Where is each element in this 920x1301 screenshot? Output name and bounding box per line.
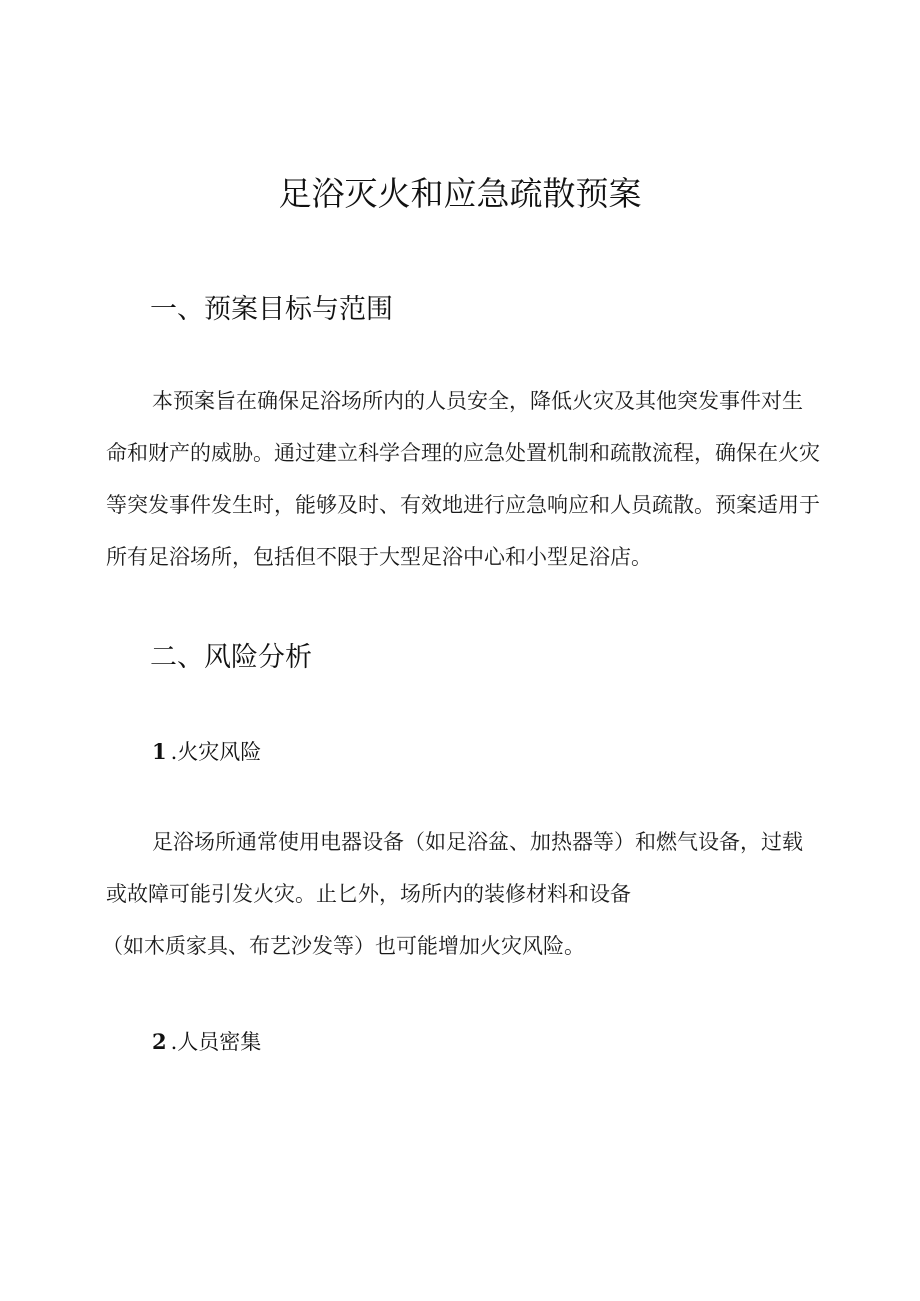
paragraph-line: 足浴场所通常使用电器设备（如足浴盆、加热器等）和燃气设备，过载 (152, 830, 803, 854)
paragraph-line: （如木质家具、布艺沙发等）也可能增加火灾风险。 (102, 934, 585, 958)
document-title: 足浴灭火和应急疏散预案 (278, 174, 642, 213)
section-1-paragraph: 本预案旨在确保足浴场所内的人员安全，降低火灾及其他突发事件对生命和财产的威胁。通过建立科学合理的应急处置机制和疏散流程，确保在火灾等突发事件发生时，能够及时、有效地进行应急响应和人员疏散。预案适用于所有足浴场所，包括但不限于大型足浴中心和小型足浴店。 (106, 389, 820, 569)
subsection-1-number: 1 (152, 739, 167, 764)
subsection-1-heading (152, 736, 261, 766)
subsection-2-number: 2 (152, 1029, 167, 1054)
subsection-1-title: .火灾风险 (170, 740, 262, 764)
section-1-heading: 一、预案目标与范围 (150, 294, 393, 325)
subsection-1-paragraph (102, 816, 822, 972)
section-2-heading: 二、风险分析 (150, 642, 312, 673)
paragraph-line: 或故障可能引发火灾。止匕外，场所内的装修材料和设备 (106, 882, 631, 906)
subsection-2-title: .人员密集 (170, 1030, 262, 1054)
subsection-2-heading (152, 1026, 261, 1056)
